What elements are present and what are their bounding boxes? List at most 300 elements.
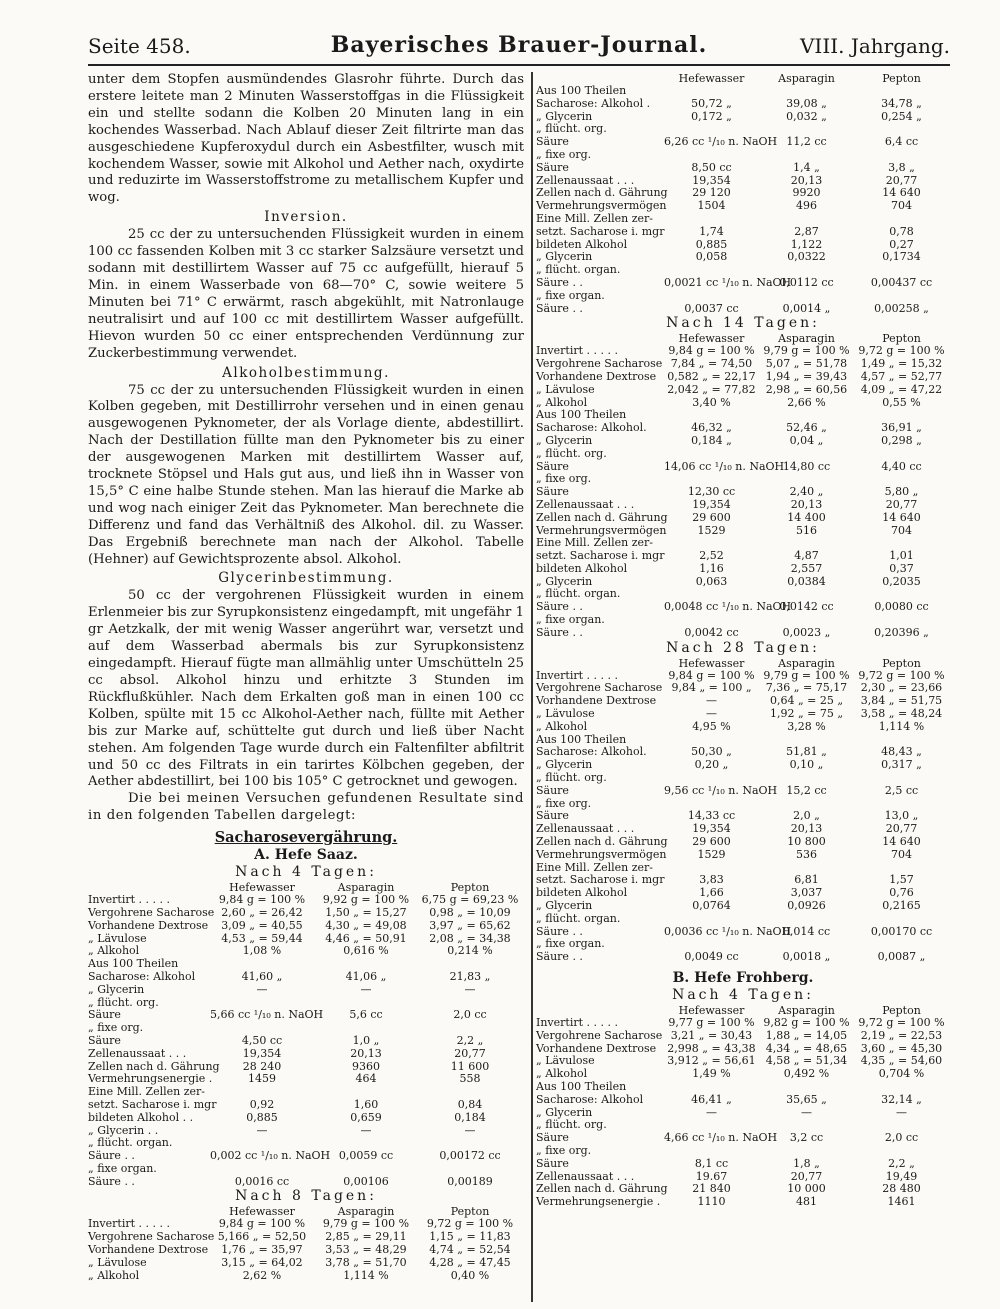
table-cell: —	[706, 1105, 717, 1119]
row-label: Vorhandene Dextrose	[88, 918, 209, 932]
table-cell	[314, 1163, 418, 1176]
table-cell: 0,00106	[343, 1174, 389, 1188]
row-label: Vermehrungsenergie .	[536, 1195, 661, 1209]
table-cell: —	[256, 1123, 268, 1137]
row-label: Vermehrungsvermögen	[536, 199, 667, 213]
row-label: Sacharose: Alkohol.	[536, 421, 647, 435]
table-cell: 48,43 „	[881, 745, 922, 759]
table-cell: 6,4 cc	[884, 135, 919, 149]
table-cell: 14,33 cc	[687, 809, 736, 823]
row-label: „ fixe organ.	[88, 1161, 157, 1175]
table-cell: 0,0087 „	[877, 950, 926, 964]
table-cell: 9,84 g = 100 %	[668, 344, 755, 358]
table-cell: 2,52	[699, 549, 724, 563]
table-cell: 2,87	[794, 224, 819, 238]
table-cell: 3,8 „	[888, 160, 915, 174]
table-cell	[759, 913, 854, 926]
table-row	[536, 550, 950, 563]
table-cell: 1,114 %	[343, 1268, 389, 1282]
table-cell: 9,56 cc ¹/₁₀ n. NaOH	[664, 783, 778, 797]
table-cell: 1,4 „	[793, 160, 820, 174]
table-cell: 20,13	[790, 173, 823, 187]
table-cell: 9920	[792, 186, 821, 200]
table-cell	[418, 1086, 522, 1099]
table-cell: 20,13	[790, 497, 823, 511]
page-header	[88, 30, 950, 66]
table-row	[536, 277, 950, 290]
table-cell: 0,0112 cc	[779, 275, 834, 289]
table-cell: 3,40 %	[692, 395, 731, 409]
table-row	[88, 1035, 524, 1048]
table-cell: 19,354	[242, 1046, 282, 1060]
table-row	[536, 162, 950, 175]
table-cell: 29 600	[692, 510, 731, 524]
row-label: setzt. Sacharose i. mgr	[536, 873, 665, 887]
table-cell: 0,37	[889, 561, 914, 575]
table-cell: 8,1 cc	[694, 1156, 729, 1170]
table-cell: 2,30 „ = 23,66	[860, 681, 943, 695]
table-cell: 9,72 g = 100 %	[426, 1217, 514, 1231]
table-cell	[854, 213, 949, 226]
table-cell: 50,30 „	[691, 745, 732, 759]
table-cell: 6,75 g = 69,23 %	[421, 893, 519, 907]
row-label: Säure	[88, 1008, 121, 1022]
table-cell: 2,998 „ = 43,38	[667, 1041, 756, 1055]
table-row	[536, 708, 950, 721]
col-asparagin: Asparagin	[778, 72, 835, 85]
table-cell: 0,20 „	[694, 758, 729, 772]
table-cell: 0,55 %	[882, 395, 921, 409]
table-cell: 21 840	[692, 1182, 731, 1196]
table-row	[88, 907, 524, 920]
table-cell: 1461	[887, 1195, 916, 1209]
table-cell: 14 400	[787, 510, 826, 524]
table-cell: 3,60 „ = 45,30	[860, 1041, 943, 1055]
table-cell	[664, 1081, 759, 1094]
row-label: „ fixe organ.	[536, 613, 605, 627]
paragraph-inversion: 25 cc der zu untersuchenden Flüssigkeit wurden in einem 100 cc fassenden Kolben mit 3 cc starker Salzsäure versetzt und sodann mit destillirtem Wasser auf 75 cc aufgefüllt, hierauf 5 Min. in einem Wasserbade von 68—70° C, sowie weitere 5 Minuten bei 71° C erwärmt, rasch abgekühlt, mit Natronlauge neutralisirt und auf 100 cc mit destillirtem Wasser aufgefüllt. Hievon wurden 50 cc einer entsprechenden Verdünnung zur Zuckerbestimmung verwendet.	[88, 227, 524, 361]
table-cell: 0,582 „ = 22,17	[667, 369, 756, 383]
table-cell: 516	[796, 523, 817, 537]
table-cell: 20,13	[790, 822, 823, 836]
table-cell: 6,81	[794, 873, 819, 887]
table-cell: 9,72 g = 100 %	[858, 1016, 945, 1029]
row-label: „ flücht. organ.	[88, 1136, 173, 1150]
paragraph-results: Die bei meinen Versuchen gefundenen Resultate sind in den folgenden Tabellen dargelegt:	[88, 791, 524, 824]
table-cell	[418, 1163, 522, 1176]
table-cell: 4,58 „ = 51,34	[765, 1054, 848, 1068]
table-cell: 0,0049 cc	[684, 950, 739, 964]
row-label: Säure	[536, 135, 569, 149]
table-cell: 704	[891, 847, 912, 861]
table-cell: 46,32 „	[691, 421, 732, 435]
table-row	[88, 1244, 524, 1257]
row-label: „ Glycerin	[536, 109, 593, 123]
row-label: Säure	[536, 485, 569, 499]
row-label: Zellenaussaat . . .	[88, 1046, 187, 1060]
table-cell: 0,92	[249, 1097, 275, 1111]
row-label: Invertirt . . . . .	[536, 668, 618, 682]
row-label: „ Glycerin	[536, 433, 593, 447]
table-cell: 3,84 „ = 51,75	[860, 694, 943, 708]
table-cell: 0,885	[695, 237, 728, 251]
table-row	[536, 1081, 950, 1094]
table-cell: 2,0 cc	[453, 1008, 487, 1022]
row-label: Invertirt . . . . .	[536, 344, 618, 358]
row-label: Invertirt . . . . .	[88, 893, 170, 907]
table-cell: 5,07 „ = 51,78	[765, 357, 848, 371]
table-cell: 2,2 „	[888, 1156, 915, 1170]
table-row	[536, 951, 950, 964]
table-cell: 20,77	[885, 822, 918, 836]
table-cell: 0,058	[695, 250, 728, 264]
row-label: bildeten Alkohol	[536, 886, 628, 900]
table-cell: 3,58 „ = 48,24	[860, 707, 943, 721]
table-cell: 0,98 „ = 10,09	[429, 905, 511, 919]
row-label: „ Lävulose	[88, 1255, 147, 1269]
table-cell: 46,41 „	[691, 1092, 732, 1106]
table-cell: 0,0036 cc ¹/₁₀ n. NaOH	[664, 924, 792, 938]
table-cell: 1,60	[353, 1097, 379, 1111]
table-cell: 29 600	[692, 835, 731, 849]
table-cell: 0,0322	[787, 250, 826, 264]
table-cell: 4,57 „ = 52,77	[860, 369, 943, 383]
row-label: „ Glycerin	[536, 250, 593, 264]
table-cell: 0,254 „	[881, 109, 922, 123]
col-hefewasser: Hefewasser	[678, 1004, 745, 1017]
table-row	[88, 1099, 524, 1112]
table-cell: 20,77	[885, 173, 918, 187]
table-cell: 4,66 cc ¹/₁₀ n. NaOH	[664, 1131, 778, 1145]
heading-saaz-8-days: Nach 8 Tagen:	[235, 1188, 377, 1205]
table-row	[88, 1022, 524, 1035]
row-label: setzt. Sacharose i. mgr	[88, 1097, 217, 1111]
table-cell	[210, 1163, 314, 1176]
row-label: Vergohrene Sacharose	[88, 905, 215, 919]
table-cell: 1,66	[699, 886, 724, 900]
table-cell	[664, 448, 759, 461]
row-label: „ Glycerin	[536, 758, 593, 772]
table-cell: 3,21 „ = 30,43	[670, 1028, 753, 1042]
table-cell: 4,74 „ = 52,54	[429, 1243, 511, 1257]
table-cell: 0,1734	[882, 250, 921, 264]
table-cell: 481	[796, 1195, 817, 1209]
table-saaz-28-days	[536, 670, 950, 964]
table-cell: 1459	[248, 1072, 276, 1086]
table-cell: 9,79 g = 100 %	[763, 668, 850, 682]
table-cell: 2,08 „ = 34,38	[429, 931, 511, 945]
table-cell: 1,15 „ = 11,83	[429, 1230, 511, 1244]
table-cell	[759, 772, 854, 785]
table-cell: 0,317 „	[881, 758, 922, 772]
table-cell: 0,0764	[692, 899, 731, 913]
row-label: setzt. Sacharose i. mgr	[536, 549, 665, 563]
row-label: Säure	[88, 1033, 121, 1047]
column-divider	[531, 72, 533, 1302]
table-cell: 0,298 „	[881, 433, 922, 447]
row-label: „ Glycerin	[536, 574, 593, 588]
col-pepton: Pepton	[882, 1004, 921, 1017]
heading-hefe-saaz: A. Hefe Saaz.	[254, 847, 358, 864]
table-cell: 0,0014 „	[782, 301, 831, 315]
table-cell: 3,28 %	[787, 719, 826, 733]
table-cell: 19,354	[692, 822, 731, 836]
table-cell: 0,002 cc ¹/₁₀ n. NaOH	[210, 1149, 331, 1163]
table-cell: 0,0023 „	[782, 625, 831, 639]
row-label: „ Lävulose	[536, 1054, 595, 1068]
row-label: Säure	[536, 1131, 569, 1145]
table-cell: 19,354	[692, 173, 731, 187]
table-cell	[664, 213, 759, 226]
table-cell: 1,122	[790, 237, 823, 251]
table-cell	[759, 213, 854, 226]
col-pepton: Pepton	[882, 332, 921, 346]
table-row	[536, 384, 950, 397]
col-pepton: Pepton	[450, 881, 490, 895]
table-cell: —	[464, 982, 476, 996]
table-cell	[854, 1145, 949, 1158]
row-label: „ flücht. org.	[88, 995, 159, 1009]
row-label: „ Alkohol	[536, 719, 588, 733]
table-cell	[854, 290, 949, 303]
table-cell: 496	[796, 199, 817, 213]
table-row	[536, 1132, 950, 1145]
table-row	[536, 435, 950, 448]
table-cell: 39,08 „	[786, 96, 827, 110]
row-label: Zellen nach d. Gährung	[536, 186, 668, 200]
table-row	[536, 461, 950, 474]
table-cell: 3,15 „ = 64,02	[221, 1255, 303, 1269]
table-cell: 32,14 „	[881, 1092, 922, 1106]
row-label: „ fixe organ.	[536, 937, 605, 951]
table-cell: 9,84 „ = 100 „	[671, 681, 752, 695]
table-row	[536, 85, 950, 98]
row-label: „ fixe organ.	[536, 288, 605, 302]
page-number: Seite 458.	[88, 34, 191, 58]
table-cell: 4,34 „ = 48,65	[765, 1041, 848, 1055]
col-hefewasser: Hefewasser	[678, 656, 745, 670]
row-label: Invertirt . . . . .	[536, 1016, 618, 1029]
table-cell: 0,0048 cc ¹/₁₀ n. NaOH	[664, 600, 792, 614]
table-cell: 52,46 „	[786, 421, 827, 435]
table-cell: 5,166 „ = 52,50	[217, 1230, 307, 1244]
table-saaz-14-days	[536, 345, 950, 639]
table-cell: 0,00170 cc	[870, 924, 933, 938]
row-label: „ flücht. org.	[536, 122, 607, 136]
table-cell: 2,60 „ = 26,42	[221, 905, 303, 919]
table-cell: 9,84 g = 100 %	[218, 1217, 306, 1231]
row-label: „ flücht. organ.	[536, 911, 621, 925]
table-cell: 1,16	[699, 561, 724, 575]
table-cell: 29 120	[692, 186, 731, 200]
table-row	[536, 614, 950, 627]
table-cell: 0,063	[695, 574, 728, 588]
table-cell: 14 640	[882, 835, 921, 849]
table-cell: 0,0384	[787, 574, 826, 588]
table-cell	[664, 85, 759, 98]
table-cell: —	[360, 982, 372, 996]
table-cell	[759, 1145, 854, 1158]
table-cell: 7,36 „ = 75,17	[765, 681, 848, 695]
heading-saaz-14-days: Nach 14 Tagen:	[666, 315, 820, 332]
row-label: Säure	[536, 809, 569, 823]
table-row	[536, 1158, 950, 1171]
table-cell: 3,09 „ = 40,55	[221, 918, 303, 932]
table-cell: 0,0021 cc ¹/₁₀ n. NaOH	[664, 275, 792, 289]
table-cell: 464	[355, 1072, 377, 1086]
col-asparagin: Asparagin	[778, 332, 835, 346]
table-cell: 19.67	[695, 1169, 728, 1183]
table-cell: 0,659	[350, 1110, 382, 1124]
table-row	[88, 984, 524, 997]
table-row	[536, 422, 950, 435]
row-label: „ fixe org.	[88, 1021, 144, 1035]
table-cell	[854, 149, 949, 162]
table-cell: 9,77 g = 100 %	[668, 1016, 755, 1029]
table-cell	[759, 290, 854, 303]
table-cell: 10 800	[787, 835, 826, 849]
table-cell: —	[706, 694, 717, 708]
row-label: Eine Mill. Zellen zer-	[536, 536, 654, 550]
table-cell: 4,35 „ = 54,60	[860, 1054, 943, 1068]
table-cell: 14 640	[882, 186, 921, 200]
table-cell: 0,0016 cc	[234, 1174, 290, 1188]
table-cell	[759, 1081, 854, 1094]
table-cell: 0,2035	[882, 574, 921, 588]
col-asparagin: Asparagin	[337, 881, 395, 895]
paragraph-alkohol: 75 cc der zu untersuchenden Flüssigkeit wurden in einen Kolben gegeben, mit Destillirrohr versehen und in einen genau ausgewogenen Pyknometer, der als Vorlage diente, abdestillirt. Nach der Destillation füllte man den Pyknometer bis zu einer der ausgewogenen Marken mit destillirtem Wasser auf, trocknete Stöpsel und Hals gut aus, und ließ ihn in Wasser von 15,5° C eine halbe Stunde stehen. Man las hierauf die Marke ab und wog nach einiger Zeit das Pyknometer. Man berechnete die Differenz und fand das Verhältniß des Alkohol. dil. zu Wasser. Das Ergebniß berechnete man nach der Alkohol. Tabelle (Hehner) auf Gewichtsprozente absol. Alkohol.	[88, 382, 524, 567]
row-label: Zellen nach d. Gährung	[536, 1182, 668, 1196]
table-cell: 0,27	[889, 237, 914, 251]
table-saaz-4-days	[88, 894, 524, 1188]
table-row	[536, 136, 950, 149]
table-cell	[210, 1086, 314, 1099]
row-label: Zellen nach d. Gährung	[536, 835, 668, 849]
table-cell: 0,492 %	[783, 1067, 830, 1081]
table-row	[536, 1196, 950, 1209]
row-label: setzt. Sacharose i. mgr	[536, 224, 665, 238]
row-label: Aus 100 Theilen	[536, 408, 627, 422]
table-cell: 9,82 g = 100 %	[763, 1016, 850, 1029]
row-label: „ flücht. org.	[536, 771, 607, 785]
table-row	[88, 1176, 524, 1189]
row-label: Sacharose: Alkohol .	[536, 96, 651, 110]
table-row	[88, 1163, 524, 1176]
table-cell: 2,40 „	[789, 485, 824, 499]
table-cell: 704	[891, 523, 912, 537]
table-cell: 1,49 %	[692, 1067, 731, 1081]
heading-glycerin: Glycerinbestimmung.	[218, 570, 394, 587]
table-cell: —	[896, 1105, 907, 1119]
row-label: „ Glycerin	[536, 899, 593, 913]
table-cell: 2,62 %	[242, 1268, 282, 1282]
row-label: Zellenaussaat . . .	[536, 822, 635, 836]
table-cell: 14 640	[882, 510, 921, 524]
table-cell	[854, 448, 949, 461]
table-cell	[759, 85, 854, 98]
table-cell: 0,00258 „	[874, 301, 929, 315]
row-label: Vorhandene Dextrose	[536, 694, 657, 708]
table-row	[536, 836, 950, 849]
table-row	[536, 849, 950, 862]
table-row	[536, 1094, 950, 1107]
row-label: Säure . .	[536, 924, 583, 938]
table-cell: 36,91 „	[881, 421, 922, 435]
row-label: „ Alkohol	[536, 395, 588, 409]
table-cell: 1,76 „ = 35,97	[221, 1243, 303, 1257]
row-label: „ flücht. org.	[536, 1118, 607, 1132]
table-cell: —	[256, 982, 268, 996]
col-pepton: Pepton	[882, 72, 921, 85]
table-row	[536, 303, 950, 316]
table-cell: 10 000	[787, 1182, 826, 1196]
table-cell: 1,74	[699, 224, 724, 238]
table-cell	[854, 913, 949, 926]
table-cell: 4,28 „ = 47,45	[429, 1255, 511, 1269]
table-cell: 3,97 „ = 65,62	[429, 918, 511, 932]
row-label: Zellen nach d. Gährung	[536, 510, 668, 524]
row-label: Säure . .	[88, 1149, 135, 1163]
table-cell: 2,19 „ = 22,53	[860, 1028, 943, 1042]
table-row	[536, 563, 950, 576]
col-pepton: Pepton	[882, 656, 921, 670]
table-cell: 3,2 cc	[789, 1131, 824, 1145]
table-cell: 1529	[697, 523, 726, 537]
table-row	[536, 149, 950, 162]
row-label: Vergohrene Sacharose	[536, 357, 663, 371]
row-label: „ fixe org.	[536, 1143, 592, 1157]
table-cell: 21,83 „	[449, 969, 491, 983]
table-row	[536, 226, 950, 239]
table-cell: 0,64 „ = 25 „	[769, 694, 844, 708]
table-row	[536, 486, 950, 499]
row-label: „ fixe org.	[536, 472, 592, 486]
table-row	[88, 1270, 524, 1283]
table-row	[88, 1150, 524, 1163]
table-row	[88, 1257, 524, 1270]
table-cell: 19,354	[692, 497, 731, 511]
row-label: Sacharose: Alkohol.	[536, 745, 647, 759]
row-label: Aus 100 Theilen	[88, 957, 179, 971]
row-label: Eine Mill. Zellen zer-	[536, 860, 654, 874]
table-cell: 0,214 %	[447, 944, 493, 958]
table-cell: 2,2 „	[456, 1033, 484, 1047]
table-row	[536, 1017, 950, 1030]
table-cell: 558	[459, 1072, 481, 1086]
table-saaz-8-days	[88, 1218, 524, 1282]
row-label: Säure . .	[536, 600, 583, 614]
table-row	[88, 1086, 524, 1099]
table-row	[536, 290, 950, 303]
row-label: Vorhandene Dextrose	[536, 369, 657, 383]
row-label: „ fixe org.	[536, 796, 592, 810]
table-cell: 12,30 cc	[687, 485, 736, 499]
row-label: „ Alkohol	[88, 944, 140, 958]
table-cell: 4,95 %	[692, 719, 731, 733]
row-label: Vergohrene Sacharose	[88, 1230, 215, 1244]
row-label: „ Glycerin	[536, 1105, 593, 1119]
table-cell: 9,92 g = 100 %	[322, 893, 410, 907]
row-label: bildeten Alkohol . .	[88, 1110, 194, 1124]
heading-alkohol: Alkoholbestimmung.	[222, 364, 390, 381]
table-cell: 3,83	[699, 873, 724, 887]
table-cell: 2,0 „	[793, 809, 820, 823]
table-cell: 0,00172 cc	[439, 1149, 501, 1163]
table-row	[536, 900, 950, 913]
table-cell: 1,8 „	[793, 1156, 820, 1170]
table-row	[88, 1009, 524, 1022]
table-cell: 5,80 „	[884, 485, 919, 499]
